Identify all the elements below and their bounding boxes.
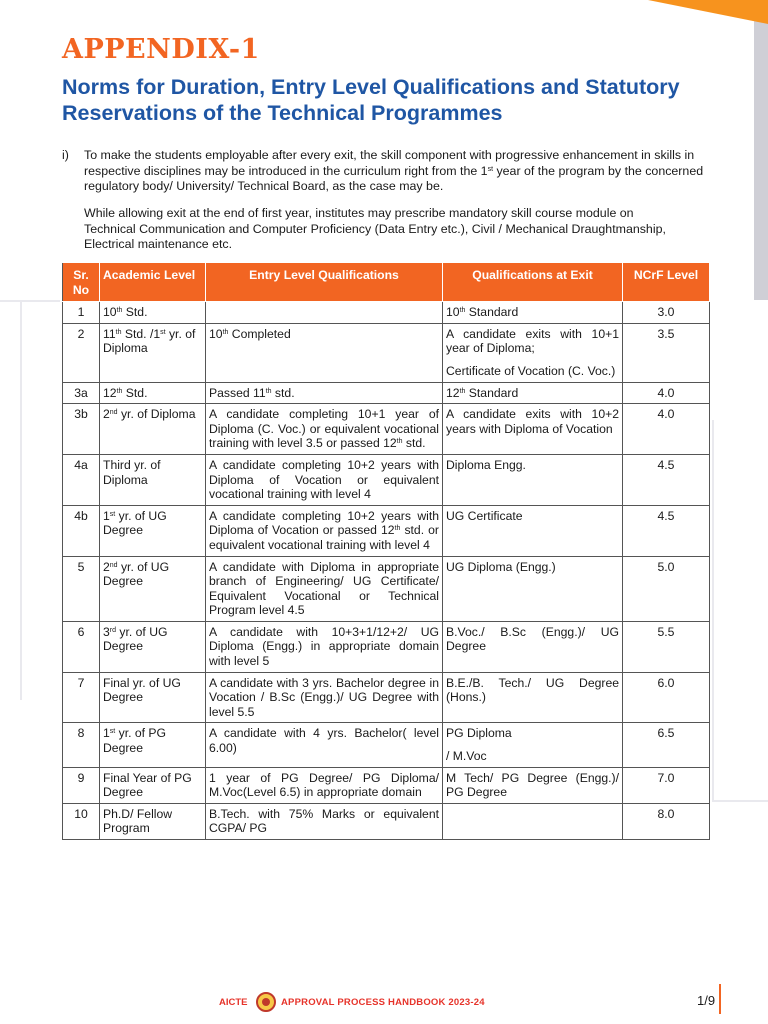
cell-sr-no: 3b xyxy=(63,404,100,455)
table-header-row xyxy=(63,263,710,302)
page-footer xyxy=(0,992,768,1022)
cell-entry-qualification: A candidate completing 10+1 year of Diploma (C. Voc.) or equivalent vocational training with level 3.5 or passed 12th std. xyxy=(206,404,443,455)
cell-academic-level: Final yr. of UG Degree xyxy=(100,672,206,723)
footer-handbook-title: APPROVAL PROCESS HANDBOOK 2023-24 xyxy=(281,997,485,1008)
table-row xyxy=(63,454,710,505)
table-row xyxy=(63,556,710,621)
table-row xyxy=(63,382,710,404)
cell-exit-qualification: A candidate exits with 10+1 year of Diploma; Certificate of Vocation (C. Voc.) xyxy=(443,323,623,382)
cell-sr-no: 5 xyxy=(63,556,100,621)
cell-ncrf-level: 7.0 xyxy=(623,767,710,803)
cell-entry-qualification: A candidate completing 10+2 years with Diploma of Vocation or passed 12th std. or equivalent vocational training with level 4 xyxy=(206,505,443,556)
background-circuit-line xyxy=(712,800,768,802)
cell-academic-level: 12th Std. xyxy=(100,382,206,404)
cell-exit-qualification: 10th Standard xyxy=(443,302,623,324)
cell-academic-level: 3rd yr. of UG Degree xyxy=(100,621,206,672)
cell-entry-qualification xyxy=(206,302,443,324)
paragraph-number: i) xyxy=(62,148,69,162)
cell-academic-level: 2nd yr. of UG Degree xyxy=(100,556,206,621)
cell-ncrf-level: 4.5 xyxy=(623,505,710,556)
table-row xyxy=(63,302,710,324)
background-circuit-line xyxy=(0,300,60,302)
cell-academic-level: 1st yr. of PG Degree xyxy=(100,723,206,767)
cell-exit-qualification: B.E./B. Tech./ UG Degree (Hons.) xyxy=(443,672,623,723)
table-row xyxy=(63,723,710,767)
cell-ncrf-level: 6.0 xyxy=(623,672,710,723)
header-academic-level: Academic Level xyxy=(100,263,206,302)
cell-entry-qualification: Passed 11th std. xyxy=(206,382,443,404)
table-row xyxy=(63,767,710,803)
corner-stripe xyxy=(754,0,768,300)
cell-ncrf-level: 3.5 xyxy=(623,323,710,382)
cell-sr-no: 9 xyxy=(63,767,100,803)
table-row xyxy=(63,803,710,839)
cell-academic-level: Third yr. of Diploma xyxy=(100,454,206,505)
cell-sr-no: 4b xyxy=(63,505,100,556)
page-title: Norms for Duration, Entry Level Qualifications and Statutory Reservations of the Technical Programmes xyxy=(62,75,680,125)
cell-entry-qualification: 1 year of PG Degree/ PG Diploma/ M.Voc(Level 6.5) in appropriate domain xyxy=(206,767,443,803)
cell-academic-level: Ph.D/ Fellow Program xyxy=(100,803,206,839)
cell-exit-qualification: B.Voc./ B.Sc (Engg.)/ UG Degree xyxy=(443,621,623,672)
cell-ncrf-level: 4.0 xyxy=(623,382,710,404)
paragraph-exit-skills: While allowing exit at the end of first year, institutes may prescribe mandatory skill course module on Technical Communication and Computer Proficiency (Data Entry etc.), Civil / Mechanical Draughtmanship, Electrical maintenance etc. xyxy=(84,206,666,251)
table-row xyxy=(63,621,710,672)
aicte-logo-icon xyxy=(256,992,276,1012)
cell-ncrf-level: 8.0 xyxy=(623,803,710,839)
header-entry-level: Entry Level Qualifications xyxy=(206,263,443,302)
cell-ncrf-level: 4.5 xyxy=(623,454,710,505)
cell-sr-no: 6 xyxy=(63,621,100,672)
cell-academic-level: 11th Std. /1st yr. of Diploma xyxy=(100,323,206,382)
cell-ncrf-level: 5.0 xyxy=(623,556,710,621)
cell-sr-no: 10 xyxy=(63,803,100,839)
cell-exit-qualification: Diploma Engg. xyxy=(443,454,623,505)
cell-exit-qualification xyxy=(443,803,623,839)
header-ncrf-level: NCrF Level xyxy=(623,263,710,302)
appendix-heading: APPENDIX-1 xyxy=(62,34,260,65)
cell-sr-no: 2 xyxy=(63,323,100,382)
cell-entry-qualification: 10th Completed xyxy=(206,323,443,382)
corner-accent xyxy=(648,0,768,24)
table-row xyxy=(63,404,710,455)
cell-ncrf-level: 6.5 xyxy=(623,723,710,767)
table-body xyxy=(63,302,710,840)
cell-exit-qualification: UG Certificate xyxy=(443,505,623,556)
cell-entry-qualification: A candidate with 4 yrs. Bachelor( level 6.00) xyxy=(206,723,443,767)
cell-exit-qualification: A candidate exits with 10+2 years with Diploma of Vocation xyxy=(443,404,623,455)
cell-academic-level: 1st yr. of UG Degree xyxy=(100,505,206,556)
cell-sr-no: 3a xyxy=(63,382,100,404)
cell-entry-qualification: A candidate with 3 yrs. Bachelor degree in Vocation / B.Sc (Engg.)/ UG Degree with level 5.5 xyxy=(206,672,443,723)
table-row xyxy=(63,505,710,556)
header-exit-qualifications: Qualifications at Exit xyxy=(443,263,623,302)
cell-entry-qualification: A candidate completing 10+2 years with Diploma of Vocation or equivalent vocational training with level 4 xyxy=(206,454,443,505)
cell-ncrf-level: 5.5 xyxy=(623,621,710,672)
cell-entry-qualification: B.Tech. with 75% Marks or equivalent CGPA/ PG xyxy=(206,803,443,839)
cell-entry-qualification: A candidate with Diploma in appropriate branch of Engineering/ UG Certificate/ Equivalent Vocational or Technical Program level 4.5 xyxy=(206,556,443,621)
background-circuit-line xyxy=(20,300,22,700)
background-circuit-line xyxy=(712,420,714,800)
cell-sr-no: 7 xyxy=(63,672,100,723)
norms-table xyxy=(62,262,710,840)
cell-exit-qualification: 12th Standard xyxy=(443,382,623,404)
cell-entry-qualification: A candidate with 10+3+1/12+2/ UG Diploma (Engg.) in appropriate domain with level 5 xyxy=(206,621,443,672)
cell-ncrf-level: 4.0 xyxy=(623,404,710,455)
cell-sr-no: 8 xyxy=(63,723,100,767)
paragraph-employability: To make the students employable after every exit, the skill component with progressive enhancement in skills in respective disciplines may be introduced in the curriculum right from the 1st year of the program by the concerned regulatory body/ University/ Technical Board, as the case may be. xyxy=(84,148,704,193)
header-sr-no: Sr. No xyxy=(63,263,100,302)
cell-sr-no: 4a xyxy=(63,454,100,505)
cell-sr-no: 1 xyxy=(63,302,100,324)
cell-exit-qualification: M Tech/ PG Degree (Engg.)/ PG Degree xyxy=(443,767,623,803)
cell-ncrf-level: 3.0 xyxy=(623,302,710,324)
table-row xyxy=(63,323,710,382)
cell-exit-qualification: UG Diploma (Engg.) xyxy=(443,556,623,621)
footer-accent-bar xyxy=(719,984,721,1014)
table-row xyxy=(63,672,710,723)
footer-aicte: AICTE xyxy=(219,997,248,1008)
cell-academic-level: 2nd yr. of Diploma xyxy=(100,404,206,455)
cell-academic-level: Final Year of PG Degree xyxy=(100,767,206,803)
cell-academic-level: 10th Std. xyxy=(100,302,206,324)
cell-exit-qualification: PG Diploma / M.Voc xyxy=(443,723,623,767)
page-number: 1/9 xyxy=(697,993,716,1008)
